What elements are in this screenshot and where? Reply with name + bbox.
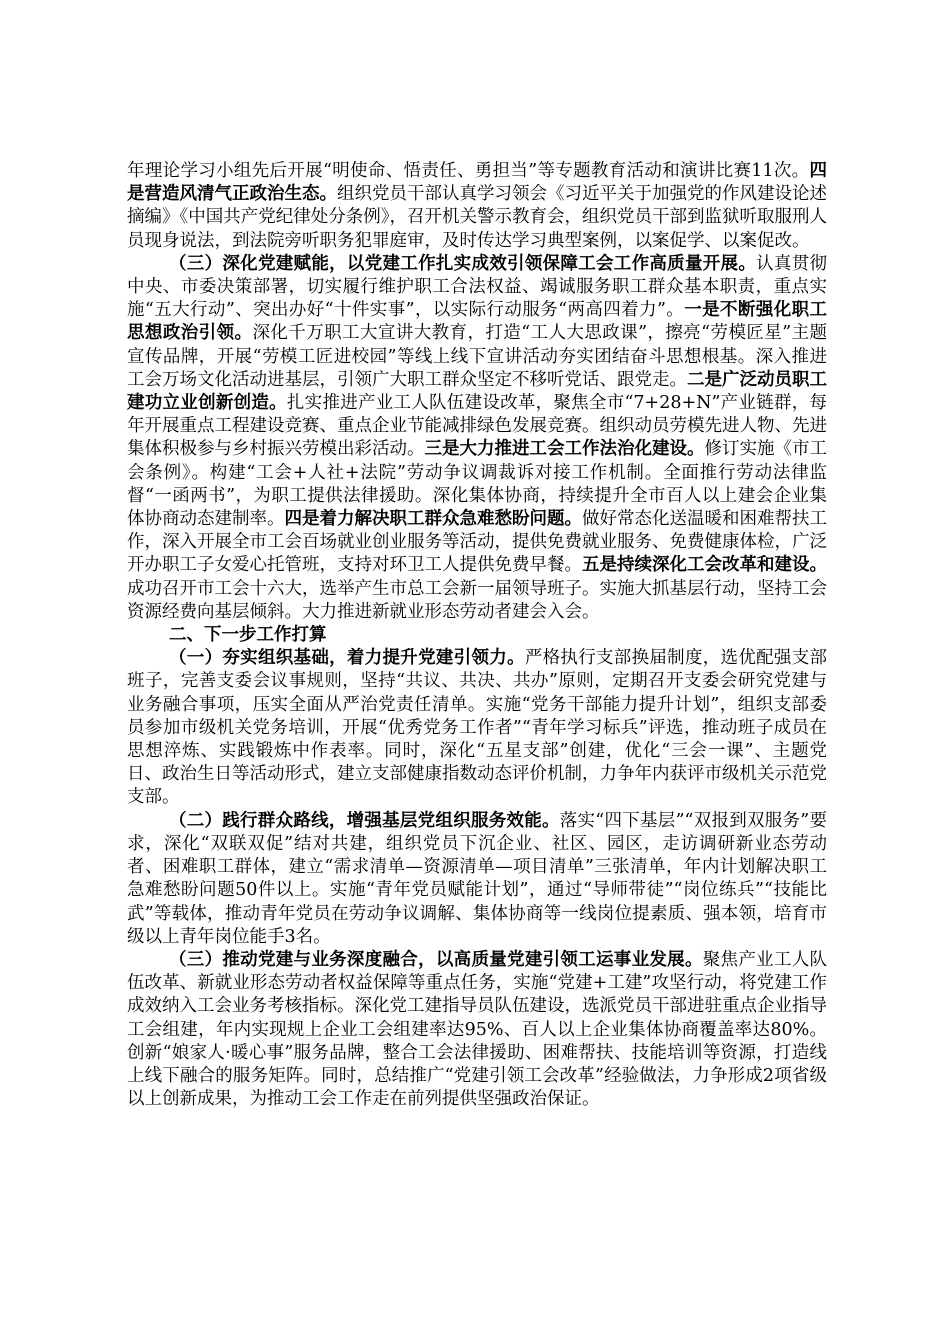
document-page bbox=[127, 160, 827, 1111]
text-run: 修订实施《市工会条例》。构建“工会+人社+法院”劳动争议调裁诉对接工作机制。全面推行劳动法律监督“一函两书”，为职工提供法律援助。深化集体协商，持续提升全市百人以上建会企业集体协商动态建制率。 bbox=[127, 439, 827, 530]
bold-lead: 三是大力推进工会工作法治化建设。 bbox=[424, 439, 705, 460]
paragraph-plan-1 bbox=[127, 647, 827, 809]
text-run: 认真贯彻中央、市委决策部署，切实履行维护职工合法权益、竭诚服务职工群众基本职责，重点实施“五大行动”、突出办好“十件实事”，以实际行动服务“两高四着力”。 bbox=[127, 253, 828, 321]
bold-lead: 二是广泛动员职工建功立业创新创造。 bbox=[127, 369, 827, 414]
bold-lead: 一是不断强化职工思想政治引领。 bbox=[127, 300, 828, 344]
text-run: 做好常态化送温暖和困难帮扶工作，深入开展全市工会百场就业创业服务等活动，提供免费就业服务、免费健康体检，广泛开办职工子女爱心托管班，支持对环卫工人提供免费早餐。 bbox=[127, 509, 827, 576]
paragraph-continued bbox=[127, 160, 827, 253]
bold-lead: 四是营造风清气正政治生态。 bbox=[127, 161, 827, 205]
bold-heading: （一）夯实组织基础，着力提升党建引领力。 bbox=[169, 648, 525, 669]
bold-heading: （三）深化党建赋能，以党建工作扎实成效引领保障工会工作高质量开展。 bbox=[169, 253, 757, 274]
text-run: 深化千万职工大宣讲大教育，打造“工人大思政课”，擦亮“劳模匠星”主题宣传品牌，开展“劳模工匠进校园”等线上线下宣讲活动夯实团结奋斗思想根基。深入推进工会万场文化活动进基层，引领广大职工群众坚定不移听党话、跟党走。 bbox=[127, 323, 828, 390]
bold-heading: （二）践行群众路线，增强基层党组织服务效能。 bbox=[169, 810, 560, 831]
paragraph-plan-3 bbox=[127, 949, 827, 1111]
paragraph-plan-2 bbox=[127, 810, 827, 949]
bold-lead: 四是着力解决职工群众急难愁盼问题。 bbox=[284, 509, 582, 530]
text-run: 聚焦产业工人队伍改革、新就业形态劳动者权益保障等重点任务，实施“党建+工建”攻坚行动，将党建工作成效纳入工会业务考核指标。深化党工建指导员队伍建设，选派党员干部进驻重点企业指导工会组建，年内实现规上企业工会组建率达95%、百人以上企业集体协商覆盖率达80%。创新“娘家人·暖心事”服务品牌，整合工会法律援助、困难帮扶、技能培训等资源，打造线上线下融合的服务矩阵。同时，总结推广“党建引领工会改革”经验做法，力争形成2项省级以上创新成果，为推动工会工作走在前列提供坚强政治保证。 bbox=[127, 949, 827, 1110]
text-run: 扎实推进产业工人队伍建设改革，聚焦全市“7+28+N”产业链群，每年开展重点工程建设竞赛、重点企业节能减排绿色发展竞赛。组织动员劳模先进人物、先进集体积极参与乡村振兴劳模出彩活动。 bbox=[127, 393, 828, 460]
text-run: 成功召开市工会十六大，选举产生市总工会新一届领导班子。实施大抓基层行动，坚持工会资源经费向基层倾斜。大力推进新就业形态劳动者建会入会。 bbox=[127, 578, 827, 622]
bold-lead: 五是持续深化工会改革和建设。 bbox=[582, 555, 827, 576]
section-heading: 二、下一步工作打算 bbox=[169, 625, 327, 646]
bold-heading: （三）推动党建与业务深度融合，以高质量党建引领工运事业发展。 bbox=[169, 949, 703, 970]
text-run: 组织党员干部认真学习领会《习近平关于加强党的作风建设论述摘编》《中国共产党纪律处分条例》，召开机关警示教育会，组织党员干部到监狱听取服刑人员现身说法，到法院旁听职务犯罪庭审，及时传达学习典型案例，以案促学、以案促改。 bbox=[127, 184, 827, 251]
text-run: 落实“四下基层”“双报到双服务”要求，深化“双联双促”结对共建，组织党员下沉企业、社区、园区，走访调研新业态劳动者、困难职工群体，建立“需求清单—资源清单—项目清单”三张清单，年内计划解决职工急难愁盼问题50件以上。实施“青年党员赋能计划”，通过“导师带徒”“岗位练兵”“技能比武”等载体，推动青年党员在劳动争议调解、集体协商等一线岗位提素质、强本领，培育市级以上青年岗位能手3名。 bbox=[127, 810, 828, 947]
text-run: 严格执行支部换届制度，选优配强支部班子，完善支委会议事规则，坚持“共议、共决、共办”原则，定期召开支委会研究党建与业务融合事项，压实全面从严治党责任清单。实施“党务干部能力提升计划”，组织支部委员参加市级机关党务培训，开展“优秀党务工作者”“青年学习标兵”评选，推动班子成员在思想淬炼、实践锻炼中作表率。同时，深化“五星支部”创建，优化“三会一课”、主题党日、政治生日等活动形式，建立支部健康指数动态评价机制，力争年内获评市级机关示范党支部。 bbox=[127, 648, 828, 808]
text-run: 年理论学习小组先后开展“明使命、悟责任、勇担当”等专题教育活动和演讲比赛11次。 bbox=[127, 161, 810, 181]
paragraph-section-3 bbox=[127, 253, 827, 624]
